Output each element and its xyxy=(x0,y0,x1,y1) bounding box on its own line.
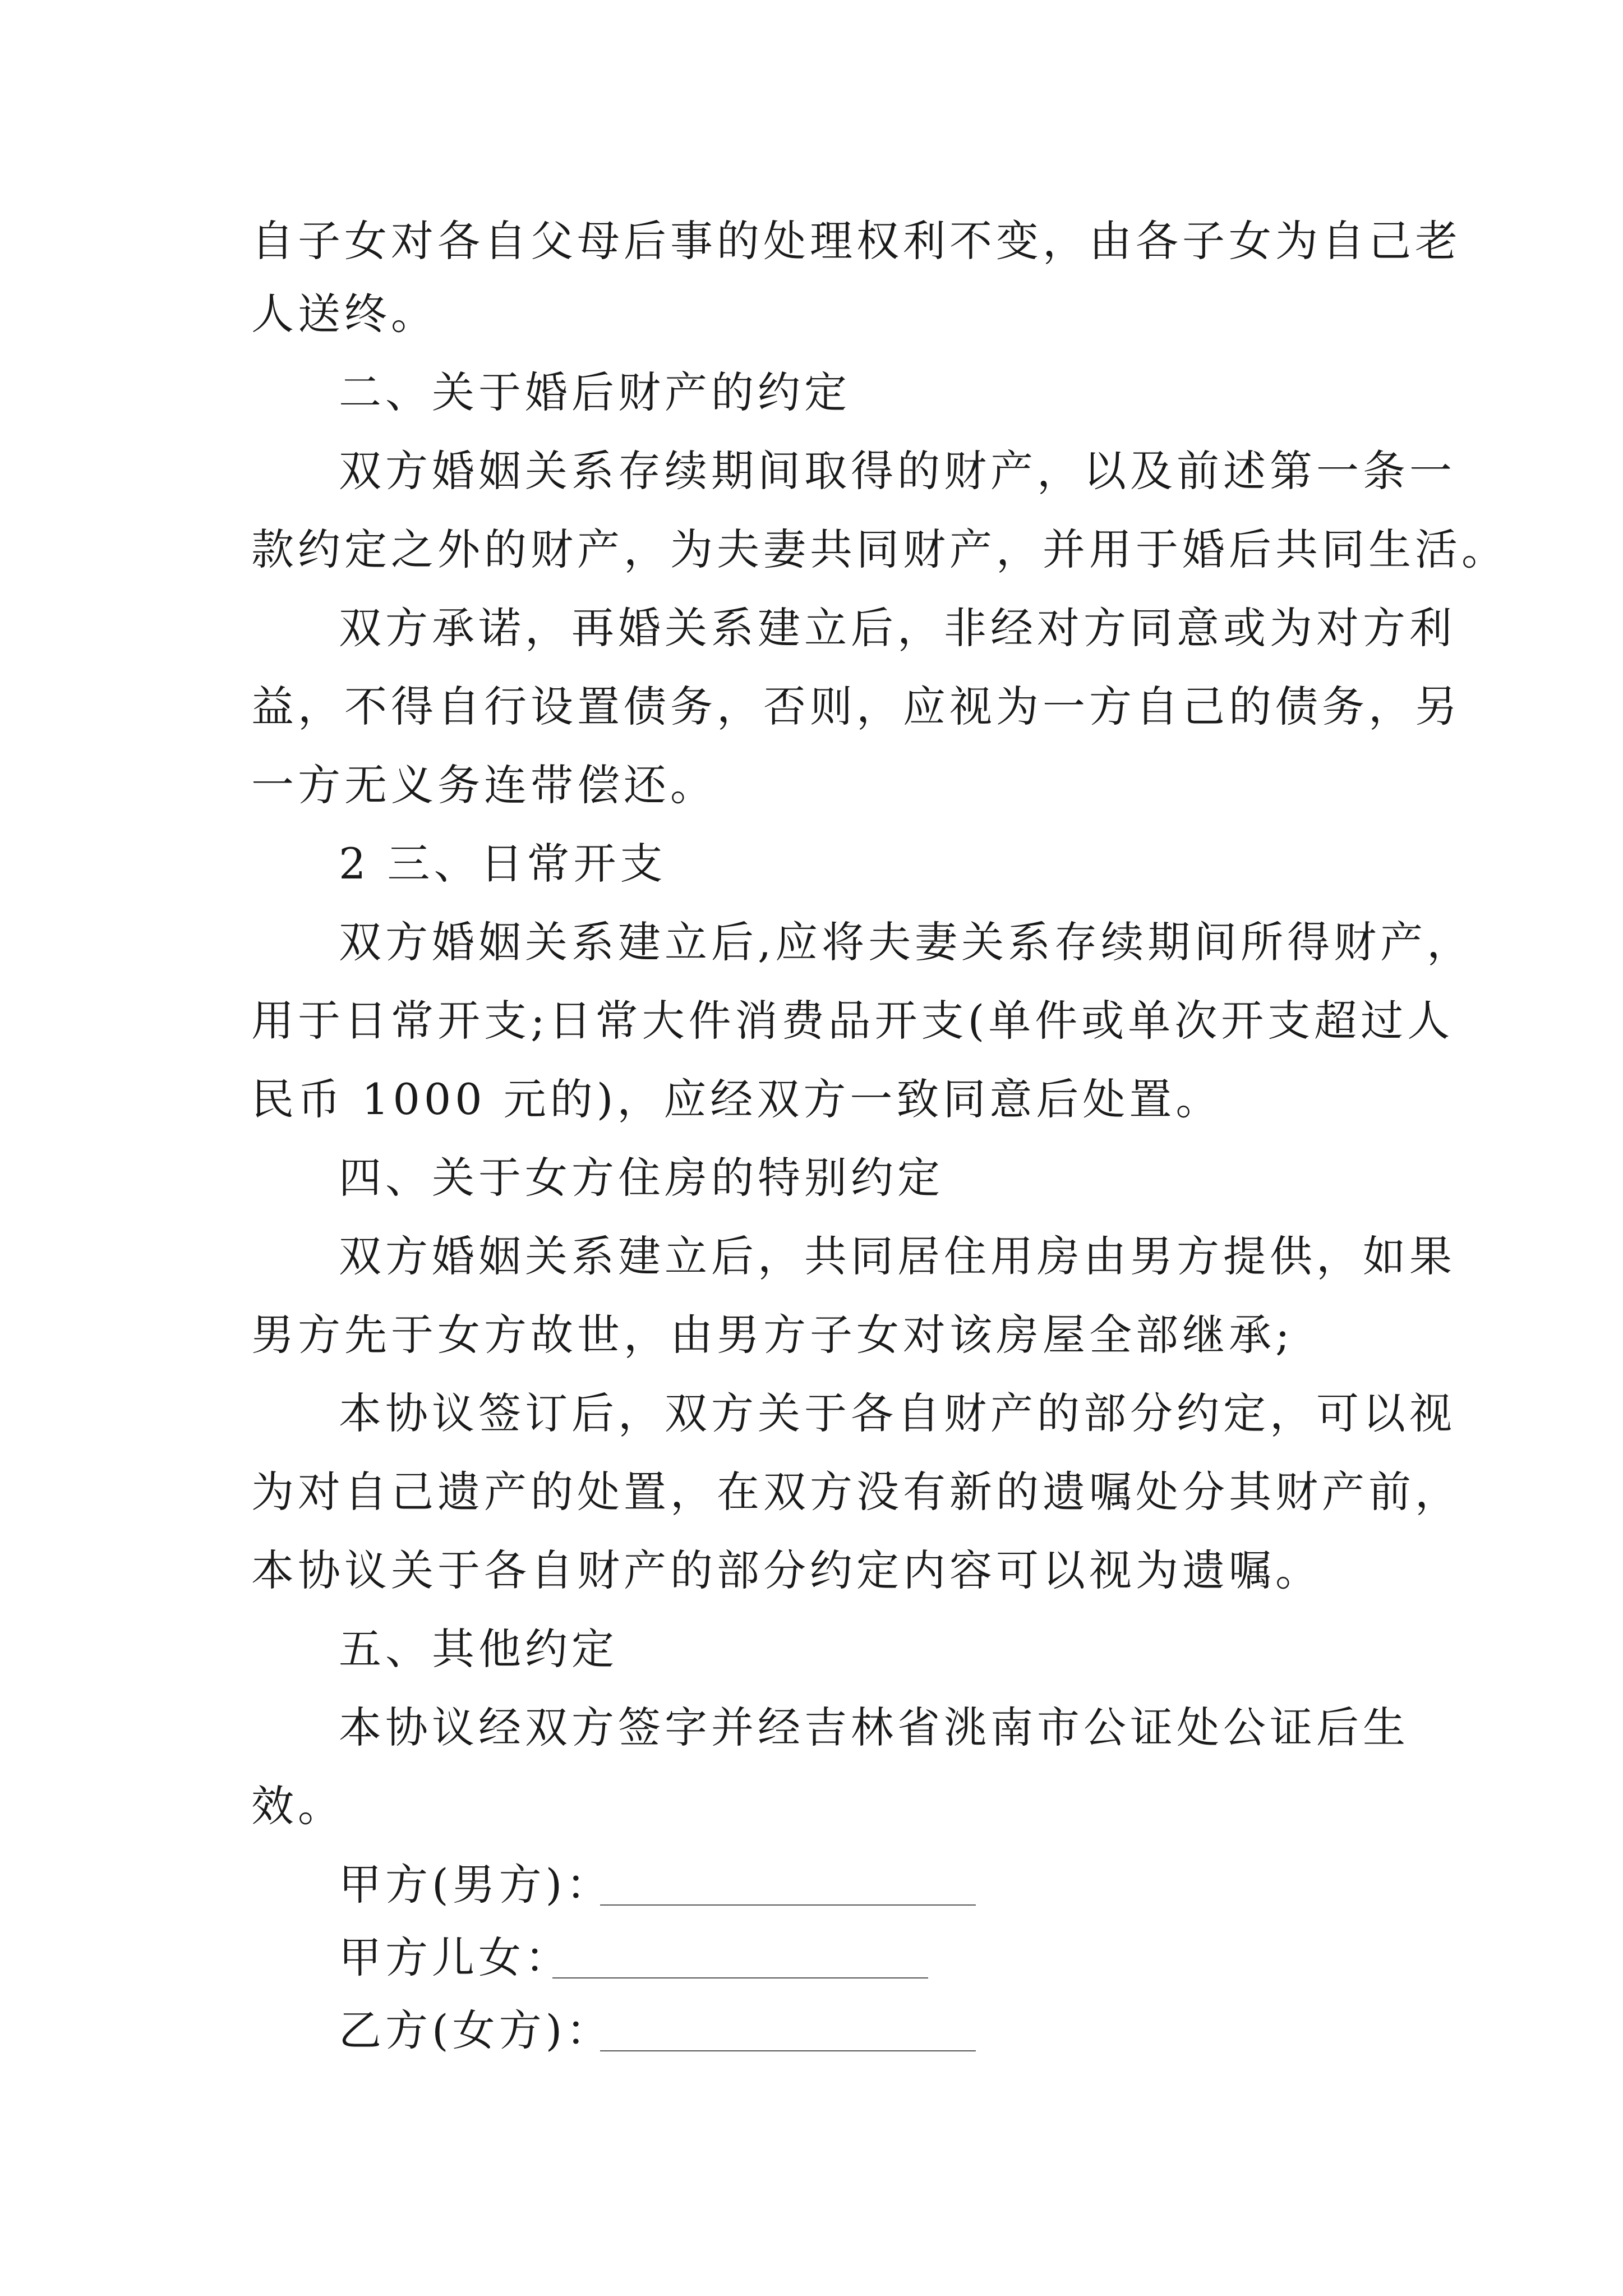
signature-label-party-b: 乙方(女方)： xyxy=(339,2005,613,2055)
signature-label-party-a-children: 甲方儿女： xyxy=(339,1932,571,1982)
paragraph-line: 男方先于女方故世，由男方子女对该房屋全部继承; xyxy=(251,1310,1294,1360)
paragraph-line: 本协议关于各自财产的部分约定内容可以视为遗嘱。 xyxy=(251,1545,1322,1595)
paragraph-line: 益，不得自行设置债务，否则，应视为一方自己的债务，另 xyxy=(251,682,1461,731)
signature-line-party-b[interactable] xyxy=(600,2050,976,2051)
paragraph-line: 一方无义务连带偿还。 xyxy=(251,760,717,810)
paragraph-line: 双方婚姻关系建立后，共同居住用房由男方提供，如果 xyxy=(339,1231,1456,1281)
paragraph-line: 人送终。 xyxy=(251,289,437,339)
paragraph-line: 款约定之外的财产，为夫妻共同财产，并用于婚后共同生活。 xyxy=(251,524,1508,574)
paragraph-line: 效。 xyxy=(251,1781,344,1831)
paragraph-line: 双方婚姻关系建立后,应将夫妻关系存续期间所得财产， xyxy=(339,917,1474,967)
paragraph-line: 双方承诺，再婚关系建立后，非经对方同意或为对方利 xyxy=(339,603,1456,653)
signature-label-party-a: 甲方(男方)： xyxy=(339,1860,613,1910)
section-heading: 2 三、日常开支 xyxy=(339,839,667,889)
paragraph-line: 用于日常开支;日常大件消费品开支(单件或单次开支超过人 xyxy=(251,996,1454,1046)
section-heading: 二、关于婚后财产的约定 xyxy=(339,367,851,417)
signature-line-party-a-children[interactable] xyxy=(552,1977,928,1978)
paragraph-line: 双方婚姻关系存续期间取得的财产，以及前述第一条一 xyxy=(339,446,1456,496)
paragraph-line: 为对自己遗产的处置，在双方没有新的遗嘱处分其财产前， xyxy=(251,1467,1461,1517)
paragraph-line: 本协议签订后，双方关于各自财产的部分约定，可以视 xyxy=(339,1388,1456,1438)
paragraph-line: 民币 1000 元的)，应经双方一致同意后处置。 xyxy=(251,1074,1223,1124)
signature-line-party-a[interactable] xyxy=(600,1904,976,1906)
section-heading: 五、其他约定 xyxy=(339,1624,618,1674)
paragraph-line: 自子女对各自父母后事的处理权利不变，由各子女为自己老 xyxy=(251,216,1461,266)
paragraph-line: 本协议经双方签字并经吉林省洮南市公证处公证后生 xyxy=(339,1703,1409,1752)
section-heading: 四、关于女方住房的特别约定 xyxy=(339,1153,944,1203)
